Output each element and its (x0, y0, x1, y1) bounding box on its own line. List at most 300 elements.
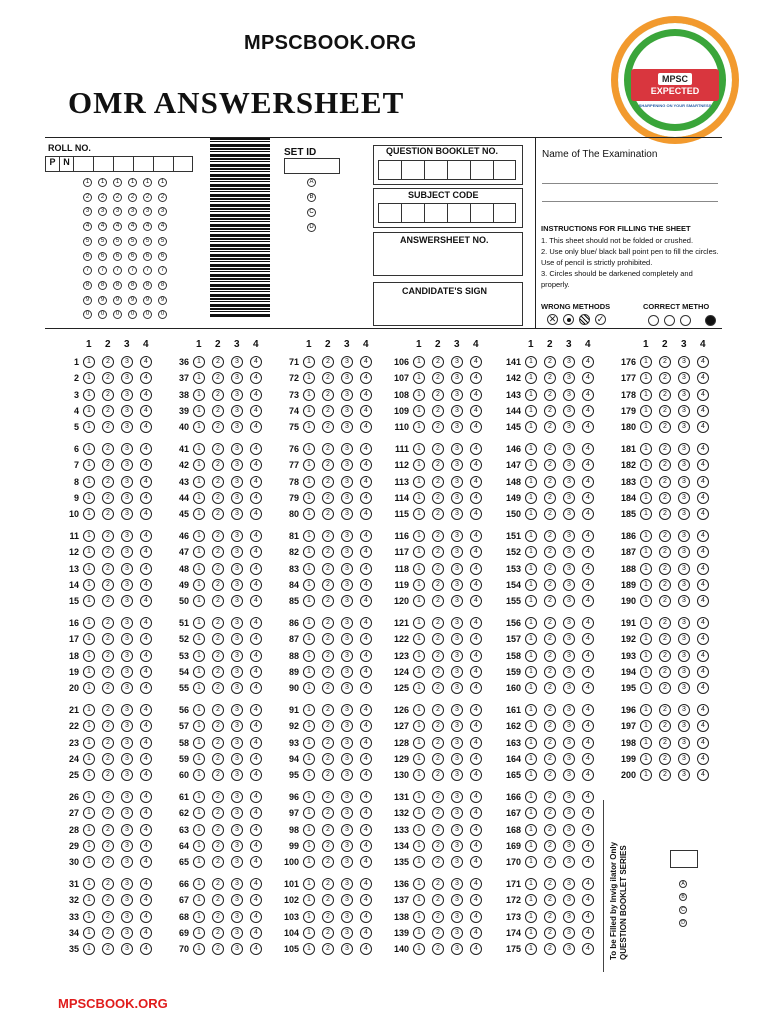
answer-bubble[interactable]: 1 (193, 943, 205, 955)
answer-bubble[interactable]: 3 (451, 769, 463, 781)
answer-bubble[interactable]: 2 (102, 720, 114, 732)
answer-bubble[interactable]: 2 (432, 650, 444, 662)
answer-bubble[interactable]: 2 (659, 508, 671, 520)
answer-bubble[interactable]: 4 (360, 405, 372, 417)
answer-bubble[interactable]: 1 (193, 824, 205, 836)
answer-bubble[interactable]: 1 (303, 704, 315, 716)
answer-bubble[interactable]: 2 (544, 595, 556, 607)
roll-digit-bubble[interactable]: 3 (113, 207, 122, 216)
answer-bubble[interactable]: 1 (303, 720, 315, 732)
answer-bubble[interactable]: 2 (102, 617, 114, 629)
answer-bubble[interactable]: 3 (678, 421, 690, 433)
roll-digit-bubble[interactable]: 2 (83, 193, 92, 202)
answer-bubble[interactable]: 3 (341, 720, 353, 732)
answer-bubble[interactable]: 4 (470, 443, 482, 455)
answer-bubble[interactable]: 1 (525, 443, 537, 455)
answer-bubble[interactable]: 1 (640, 682, 652, 694)
answer-bubble[interactable]: 4 (250, 878, 262, 890)
answer-bubble[interactable]: 2 (659, 769, 671, 781)
answer-bubble[interactable]: 3 (563, 563, 575, 575)
answer-bubble[interactable]: 3 (121, 894, 133, 906)
answer-bubble[interactable]: 4 (582, 476, 594, 488)
answer-bubble[interactable]: 1 (640, 737, 652, 749)
answer-bubble[interactable]: 2 (544, 807, 556, 819)
answer-bubble[interactable]: 4 (140, 666, 152, 678)
answer-bubble[interactable]: 4 (360, 530, 372, 542)
answer-bubble[interactable]: 3 (451, 579, 463, 591)
answer-bubble[interactable]: 3 (341, 617, 353, 629)
answer-bubble[interactable]: 3 (121, 791, 133, 803)
answer-bubble[interactable]: 2 (544, 824, 556, 836)
answer-bubble[interactable]: 4 (360, 508, 372, 520)
answer-bubble[interactable]: 2 (544, 443, 556, 455)
answer-bubble[interactable]: 3 (563, 546, 575, 558)
answer-bubble[interactable]: 1 (303, 737, 315, 749)
roll-digit-bubble[interactable]: 5 (143, 237, 152, 246)
answer-bubble[interactable]: 1 (303, 459, 315, 471)
answer-bubble[interactable]: 4 (582, 633, 594, 645)
answer-bubble[interactable]: 1 (640, 421, 652, 433)
answer-bubble[interactable]: 1 (303, 372, 315, 384)
answer-bubble[interactable]: 2 (544, 927, 556, 939)
answer-bubble[interactable]: 1 (525, 389, 537, 401)
roll-digit-bubble[interactable]: 3 (143, 207, 152, 216)
answer-bubble[interactable]: 1 (83, 840, 95, 852)
answer-bubble[interactable]: 1 (303, 666, 315, 678)
answer-bubble[interactable]: 2 (322, 911, 334, 923)
answer-bubble[interactable]: 4 (140, 389, 152, 401)
answer-bubble[interactable]: 4 (250, 443, 262, 455)
answer-bubble[interactable]: 2 (432, 911, 444, 923)
answer-bubble[interactable]: 3 (563, 372, 575, 384)
answer-bubble[interactable]: 3 (341, 633, 353, 645)
answer-bubble[interactable]: 4 (140, 878, 152, 890)
answer-bubble[interactable]: 3 (341, 530, 353, 542)
answer-bubble[interactable]: 1 (193, 894, 205, 906)
answer-bubble[interactable]: 2 (102, 492, 114, 504)
answer-bubble[interactable]: 4 (582, 791, 594, 803)
answer-bubble[interactable]: 2 (544, 405, 556, 417)
answer-bubble[interactable]: 1 (413, 791, 425, 803)
answer-bubble[interactable]: 1 (83, 595, 95, 607)
set-id-option-bubble[interactable]: B (307, 193, 316, 202)
answer-bubble[interactable]: 3 (231, 720, 243, 732)
answer-bubble[interactable]: 1 (83, 459, 95, 471)
answer-bubble[interactable]: 1 (83, 824, 95, 836)
answer-bubble[interactable]: 3 (678, 682, 690, 694)
answer-bubble[interactable]: 4 (140, 595, 152, 607)
answer-bubble[interactable]: 2 (659, 753, 671, 765)
roll-digit-bubble[interactable]: 2 (158, 193, 167, 202)
answer-bubble[interactable]: 1 (83, 856, 95, 868)
answer-bubble[interactable]: 1 (83, 911, 95, 923)
answer-bubble[interactable]: 4 (697, 666, 709, 678)
answer-bubble[interactable]: 2 (322, 704, 334, 716)
answer-bubble[interactable]: 1 (83, 492, 95, 504)
answer-bubble[interactable]: 2 (659, 372, 671, 384)
answer-bubble[interactable]: 3 (121, 563, 133, 575)
answer-bubble[interactable]: 3 (451, 617, 463, 629)
answer-bubble[interactable]: 4 (470, 753, 482, 765)
answer-bubble[interactable]: 2 (659, 666, 671, 678)
answer-bubble[interactable]: 4 (250, 666, 262, 678)
answer-bubble[interactable]: 4 (470, 704, 482, 716)
answer-bubble[interactable]: 3 (341, 372, 353, 384)
answer-bubble[interactable]: 2 (102, 372, 114, 384)
answer-bubble[interactable]: 3 (231, 666, 243, 678)
answer-bubble[interactable]: 3 (231, 508, 243, 520)
answer-bubble[interactable]: 3 (451, 356, 463, 368)
answer-bubble[interactable]: 1 (525, 737, 537, 749)
answer-bubble[interactable]: 1 (303, 563, 315, 575)
answer-bubble[interactable]: 4 (470, 894, 482, 906)
roll-digit-bubble[interactable]: 6 (143, 252, 152, 261)
answer-bubble[interactable]: 4 (470, 720, 482, 732)
set-id-option-bubble[interactable]: A (307, 178, 316, 187)
answer-bubble[interactable]: 4 (360, 769, 372, 781)
roll-digit-bubble[interactable]: 0 (158, 310, 167, 319)
answer-bubble[interactable]: 2 (102, 824, 114, 836)
answer-bubble[interactable]: 1 (413, 508, 425, 520)
answer-bubble[interactable]: 1 (525, 372, 537, 384)
answer-bubble[interactable]: 1 (525, 682, 537, 694)
answer-bubble[interactable]: 1 (413, 372, 425, 384)
answer-bubble[interactable]: 1 (83, 530, 95, 542)
answer-bubble[interactable]: 1 (83, 476, 95, 488)
answer-bubble[interactable]: 2 (322, 737, 334, 749)
answer-bubble[interactable]: 4 (470, 530, 482, 542)
answer-bubble[interactable]: 1 (83, 405, 95, 417)
roll-digit-bubble[interactable]: 1 (128, 178, 137, 187)
answer-bubble[interactable]: 3 (121, 666, 133, 678)
answer-bubble[interactable]: 2 (544, 682, 556, 694)
answer-bubble[interactable]: 2 (212, 546, 224, 558)
answer-bubble[interactable]: 1 (83, 579, 95, 591)
answer-bubble[interactable]: 4 (470, 617, 482, 629)
answer-bubble[interactable]: 3 (678, 737, 690, 749)
answer-bubble[interactable]: 4 (140, 650, 152, 662)
answer-bubble[interactable]: 1 (303, 791, 315, 803)
answer-bubble[interactable]: 2 (212, 704, 224, 716)
answer-bubble[interactable]: 4 (250, 579, 262, 591)
answer-bubble[interactable]: 4 (140, 356, 152, 368)
answer-bubble[interactable]: 2 (659, 633, 671, 645)
answer-bubble[interactable]: 4 (250, 911, 262, 923)
answer-bubble[interactable]: 2 (544, 666, 556, 678)
answer-bubble[interactable]: 3 (231, 943, 243, 955)
answer-bubble[interactable]: 4 (140, 459, 152, 471)
answer-bubble[interactable]: 1 (413, 737, 425, 749)
answer-bubble[interactable]: 3 (121, 769, 133, 781)
answer-bubble[interactable]: 1 (640, 492, 652, 504)
answer-bubble[interactable]: 4 (697, 389, 709, 401)
roll-digit-bubble[interactable]: 2 (98, 193, 107, 202)
roll-digit-bubble[interactable]: 7 (113, 266, 122, 275)
answer-bubble[interactable]: 3 (231, 546, 243, 558)
answer-bubble[interactable]: 4 (470, 824, 482, 836)
answer-bubble[interactable]: 2 (432, 405, 444, 417)
answer-bubble[interactable]: 4 (140, 824, 152, 836)
answer-bubble[interactable]: 4 (250, 405, 262, 417)
answer-bubble[interactable]: 1 (413, 492, 425, 504)
answer-bubble[interactable]: 3 (678, 704, 690, 716)
answer-bubble[interactable]: 1 (640, 595, 652, 607)
answer-bubble[interactable]: 3 (451, 666, 463, 678)
answer-bubble[interactable]: 2 (322, 720, 334, 732)
answer-bubble[interactable]: 1 (640, 356, 652, 368)
answer-bubble[interactable]: 3 (678, 720, 690, 732)
answer-bubble[interactable]: 4 (250, 791, 262, 803)
answer-bubble[interactable]: 4 (360, 389, 372, 401)
roll-digit-bubble[interactable]: 6 (158, 252, 167, 261)
answer-bubble[interactable]: 3 (121, 856, 133, 868)
answer-bubble[interactable]: 4 (140, 769, 152, 781)
answer-bubble[interactable]: 1 (525, 856, 537, 868)
answer-bubble[interactable]: 2 (212, 769, 224, 781)
answer-bubble[interactable]: 3 (451, 546, 463, 558)
set-id-option-bubble[interactable]: D (307, 223, 316, 232)
answer-bubble[interactable]: 2 (212, 650, 224, 662)
answer-bubble[interactable]: 4 (470, 579, 482, 591)
roll-digit-bubble[interactable]: 5 (113, 237, 122, 246)
answer-bubble[interactable]: 4 (140, 579, 152, 591)
answer-bubble[interactable]: 1 (303, 753, 315, 765)
answer-bubble[interactable]: 3 (451, 753, 463, 765)
answer-bubble[interactable]: 2 (322, 943, 334, 955)
answer-bubble[interactable]: 1 (640, 720, 652, 732)
answer-bubble[interactable]: 3 (563, 492, 575, 504)
roll-digit-bubble[interactable]: 7 (128, 266, 137, 275)
answer-bubble[interactable]: 4 (470, 682, 482, 694)
answer-bubble[interactable]: 1 (83, 807, 95, 819)
roll-digit-bubble[interactable]: 0 (143, 310, 152, 319)
answer-bubble[interactable]: 1 (83, 356, 95, 368)
answer-bubble[interactable]: 4 (582, 943, 594, 955)
answer-bubble[interactable]: 1 (525, 894, 537, 906)
answer-bubble[interactable]: 4 (582, 617, 594, 629)
answer-bubble[interactable]: 2 (659, 530, 671, 542)
answer-bubble[interactable]: 4 (582, 737, 594, 749)
answer-bubble[interactable]: 1 (525, 356, 537, 368)
answer-bubble[interactable]: 4 (470, 508, 482, 520)
answer-bubble[interactable]: 3 (678, 476, 690, 488)
answer-bubble[interactable]: 3 (341, 856, 353, 868)
answer-bubble[interactable]: 4 (140, 927, 152, 939)
answer-bubble[interactable]: 1 (525, 530, 537, 542)
answer-bubble[interactable]: 3 (678, 389, 690, 401)
answer-bubble[interactable]: 2 (432, 737, 444, 749)
answer-bubble[interactable]: 1 (303, 943, 315, 955)
answer-bubble[interactable]: 1 (525, 824, 537, 836)
answer-bubble[interactable]: 2 (322, 791, 334, 803)
answer-bubble[interactable]: 4 (697, 546, 709, 558)
answer-bubble[interactable]: 4 (582, 824, 594, 836)
answer-bubble[interactable]: 1 (303, 530, 315, 542)
set-id-option-bubble[interactable]: C (307, 208, 316, 217)
answer-bubble[interactable]: 3 (563, 894, 575, 906)
answer-bubble[interactable]: 3 (451, 791, 463, 803)
answer-bubble[interactable]: 2 (659, 459, 671, 471)
answer-bubble[interactable]: 4 (470, 492, 482, 504)
answer-bubble[interactable]: 2 (102, 927, 114, 939)
answer-bubble[interactable]: 3 (341, 356, 353, 368)
roll-digit-bubble[interactable]: 8 (128, 281, 137, 290)
answer-bubble[interactable]: 1 (525, 492, 537, 504)
answer-bubble[interactable]: 4 (140, 894, 152, 906)
answer-bubble[interactable]: 4 (140, 443, 152, 455)
answer-bubble[interactable]: 1 (83, 421, 95, 433)
answer-bubble[interactable]: 4 (582, 878, 594, 890)
answer-bubble[interactable]: 2 (544, 563, 556, 575)
answer-bubble[interactable]: 2 (322, 372, 334, 384)
roll-digit-bubble[interactable]: 9 (83, 296, 92, 305)
answer-bubble[interactable]: 4 (582, 894, 594, 906)
answer-bubble[interactable]: 4 (360, 856, 372, 868)
answer-bubble[interactable]: 2 (212, 563, 224, 575)
answer-bubble[interactable]: 4 (697, 720, 709, 732)
answer-bubble[interactable]: 2 (659, 443, 671, 455)
answer-bubble[interactable]: 3 (563, 617, 575, 629)
answer-bubble[interactable]: 3 (341, 459, 353, 471)
answer-bubble[interactable]: 2 (544, 737, 556, 749)
answer-bubble[interactable]: 3 (451, 508, 463, 520)
answer-bubble[interactable]: 4 (250, 356, 262, 368)
answer-bubble[interactable]: 2 (212, 666, 224, 678)
answer-bubble[interactable]: 1 (525, 405, 537, 417)
answer-bubble[interactable]: 4 (470, 595, 482, 607)
answer-bubble[interactable]: 3 (678, 508, 690, 520)
answer-bubble[interactable]: 1 (193, 650, 205, 662)
answer-bubble[interactable]: 3 (121, 546, 133, 558)
answer-bubble[interactable]: 3 (563, 459, 575, 471)
answer-bubble[interactable]: 4 (140, 911, 152, 923)
answer-bubble[interactable]: 1 (640, 389, 652, 401)
answer-bubble[interactable]: 2 (322, 421, 334, 433)
answer-bubble[interactable]: 2 (432, 666, 444, 678)
roll-digit-bubble[interactable]: 1 (113, 178, 122, 187)
answer-bubble[interactable]: 2 (544, 704, 556, 716)
answer-bubble[interactable]: 2 (322, 927, 334, 939)
answer-bubble[interactable]: 2 (544, 769, 556, 781)
answer-bubble[interactable]: 2 (544, 579, 556, 591)
answer-bubble[interactable]: 4 (470, 878, 482, 890)
answer-bubble[interactable]: 3 (231, 791, 243, 803)
answer-bubble[interactable]: 4 (582, 405, 594, 417)
answer-bubble[interactable]: 3 (451, 894, 463, 906)
roll-digit-bubble[interactable]: 9 (98, 296, 107, 305)
answer-bubble[interactable]: 3 (341, 492, 353, 504)
answer-bubble[interactable]: 1 (83, 682, 95, 694)
answer-bubble[interactable]: 4 (360, 579, 372, 591)
answer-bubble[interactable]: 1 (83, 666, 95, 678)
answer-bubble[interactable]: 1 (640, 769, 652, 781)
answer-bubble[interactable]: 3 (341, 650, 353, 662)
answer-bubble[interactable]: 3 (231, 753, 243, 765)
answer-bubble[interactable]: 2 (544, 530, 556, 542)
answer-bubble[interactable]: 2 (432, 508, 444, 520)
answer-bubble[interactable]: 4 (697, 633, 709, 645)
answer-bubble[interactable]: 4 (697, 372, 709, 384)
answer-bubble[interactable]: 1 (525, 579, 537, 591)
answer-bubble[interactable]: 4 (250, 372, 262, 384)
answer-bubble[interactable]: 2 (322, 530, 334, 542)
booklet-series-option-bubble[interactable]: D (679, 919, 687, 927)
answer-bubble[interactable]: 3 (231, 927, 243, 939)
answer-bubble[interactable]: 4 (360, 443, 372, 455)
roll-digit-bubble[interactable]: 0 (113, 310, 122, 319)
answer-bubble[interactable]: 3 (341, 476, 353, 488)
answer-bubble[interactable]: 2 (322, 878, 334, 890)
answer-bubble[interactable]: 4 (360, 911, 372, 923)
answer-bubble[interactable]: 1 (525, 878, 537, 890)
answer-bubble[interactable]: 3 (563, 807, 575, 819)
answer-bubble[interactable]: 1 (303, 927, 315, 939)
answer-bubble[interactable]: 4 (250, 840, 262, 852)
answer-bubble[interactable]: 2 (102, 943, 114, 955)
roll-digit-bubble[interactable]: 8 (113, 281, 122, 290)
answer-bubble[interactable]: 3 (563, 508, 575, 520)
answer-bubble[interactable]: 2 (102, 579, 114, 591)
answer-bubble[interactable]: 4 (140, 791, 152, 803)
answer-bubble[interactable]: 3 (341, 943, 353, 955)
answer-bubble[interactable]: 1 (303, 769, 315, 781)
roll-digit-bubble[interactable]: 8 (158, 281, 167, 290)
answer-bubble[interactable]: 3 (121, 372, 133, 384)
answer-bubble[interactable]: 1 (413, 405, 425, 417)
answer-bubble[interactable]: 1 (413, 753, 425, 765)
answer-bubble[interactable]: 2 (432, 595, 444, 607)
answer-bubble[interactable]: 1 (413, 421, 425, 433)
answer-bubble[interactable]: 3 (341, 443, 353, 455)
answer-bubble[interactable]: 2 (322, 753, 334, 765)
answer-bubble[interactable]: 4 (470, 807, 482, 819)
answer-bubble[interactable]: 1 (413, 769, 425, 781)
answer-bubble[interactable]: 1 (303, 894, 315, 906)
answer-bubble[interactable]: 1 (640, 405, 652, 417)
answer-bubble[interactable]: 1 (303, 546, 315, 558)
answer-bubble[interactable]: 2 (322, 617, 334, 629)
answer-bubble[interactable]: 2 (212, 943, 224, 955)
answer-bubble[interactable]: 2 (212, 737, 224, 749)
answer-bubble[interactable]: 2 (432, 927, 444, 939)
answer-bubble[interactable]: 2 (659, 405, 671, 417)
answer-bubble[interactable]: 3 (451, 405, 463, 417)
answer-bubble[interactable]: 1 (640, 633, 652, 645)
answer-bubble[interactable]: 4 (360, 546, 372, 558)
answer-bubble[interactable]: 1 (193, 807, 205, 819)
answer-bubble[interactable]: 1 (413, 943, 425, 955)
answer-bubble[interactable]: 4 (582, 807, 594, 819)
answer-bubble[interactable]: 1 (413, 824, 425, 836)
answer-bubble[interactable]: 4 (140, 405, 152, 417)
roll-digit-bubble[interactable]: 2 (143, 193, 152, 202)
answer-bubble[interactable]: 4 (250, 894, 262, 906)
answer-bubble[interactable]: 3 (231, 807, 243, 819)
answer-bubble[interactable]: 4 (250, 720, 262, 732)
answer-bubble[interactable]: 1 (640, 459, 652, 471)
answer-bubble[interactable]: 3 (231, 617, 243, 629)
answer-bubble[interactable]: 4 (140, 372, 152, 384)
answer-bubble[interactable]: 2 (102, 791, 114, 803)
answer-bubble[interactable]: 4 (470, 476, 482, 488)
answer-bubble[interactable]: 2 (432, 579, 444, 591)
answer-bubble[interactable]: 2 (102, 421, 114, 433)
answer-bubble[interactable]: 3 (231, 389, 243, 401)
answer-bubble[interactable]: 4 (470, 421, 482, 433)
answer-bubble[interactable]: 2 (102, 546, 114, 558)
answer-bubble[interactable]: 2 (102, 753, 114, 765)
answer-bubble[interactable]: 2 (212, 824, 224, 836)
